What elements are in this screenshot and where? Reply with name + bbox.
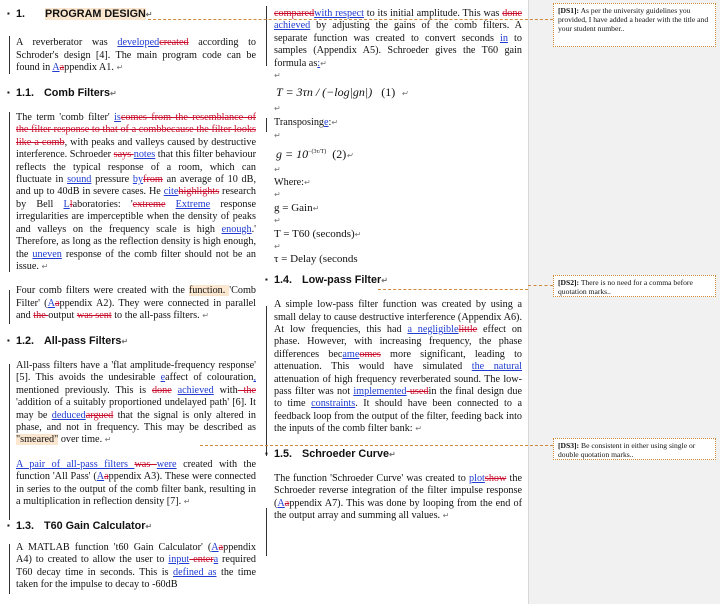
change-bar: [9, 36, 10, 74]
change-bar: [9, 290, 10, 324]
right-column: comparedwith respect to its initial amplitude. This was done achieved by adjusting the gains of the comb filters. A separate function was created to convert seconds in to samples (Appendix A5). Schroeder gives the T60 gain formula as:↵ ↵ T = 3τn / (−log|gn|) (1) ↵ ↵ Transposinge:↵ ↵ $g = 10^{-(3\tau/T)}$ (2)↵ ↵ Where:↵ ↵ g = Gain↵ ↵ T = T60 (seconds)↵ ↵ τ = Delay (seconds ▪ 1.4. Low-pass Filter↵ A simple low-pass filter function was created by using a small delay to cause destructive interference (Appendix A6). At low frequencies, this had a negligiblelittle effect on phase. However, with increasing frequency, the phase differences becameomes more significant, leading to attenuation. This would have simulated the natural attenuation of high frequency reverberated sound. The low-pass filter was not implemented usedin the final design due to time constraints. It should have been connected to a feedback loop from the output of the filter, feeding back into the inputs of the comb filter bank: ↵ ▪ 1.5. Schroeder Curve↵ The function 'Schroeder Curve' was created to plotshow the Schroeder reverse integration of the filter impulse response (Aappendix A7). This was done by looping from the end of the output array and summing all values. ↵: [265, 8, 523, 522]
definition-t60: T = T60 (seconds)↵: [274, 227, 362, 240]
change-bar: [266, 6, 267, 66]
where-label: Where:↵: [274, 176, 311, 188]
comment-leader: [200, 445, 553, 446]
equation-1: T = 3τn / (−log|gn|) (1) ↵: [276, 85, 408, 100]
heading-low-pass-filter: ▪ 1.4. Low-pass Filter↵: [265, 273, 388, 286]
change-bar: [9, 364, 10, 520]
paragraph-t60: A MATLAB function 't60 Gain Calculator' (Aappendix A4) to created to allow the user to input entera required T60 decay time in seconds. This is defined as the time taken for the impulse to decay to -60dB: [16, 541, 257, 591]
change-bar: [9, 544, 10, 594]
heading-t60-gain-calculator: ▪ 1.3. T60 Gain Calculator↵: [7, 520, 153, 533]
heading-schroeder-curve: ▪ 1.5. Schroeder Curve↵: [265, 447, 396, 460]
paragraph-low-pass: A simple low-pass filter function was created by using a small delay to cause destructive interference (Appendix A6). At low frequencies, this had a negligiblelittle effect on phase. However, with increasing frequency, the phase differences becameomes more significant, leading to attenuation. This would have simulated the natural attenuation of high frequency reverberated sound. The low-pass filter was not implemented usedin the final design due to time constraints. It should have been connected to a feedback loop from the output of the filter, feeding back into the inputs of the comb filter bank: ↵: [274, 299, 523, 435]
change-bar: [266, 508, 267, 556]
paragraph-comb-2: Four comb filters were created with the function. 'Comb Filter' (Aappendix A2). They were connected in parallel and the output was sent to the all-pass filters. ↵: [16, 285, 256, 322]
heading-comb-filters: ▪ 1.1. Comb Filters↵: [7, 86, 117, 99]
paragraph-comb: The term 'comb filter' iscomes from the resemblance of the filter response to that of a combbecause the filter looks like a comb, with peaks and valleys caused by destructive interference. Schroeder says notes that this filter behaviour reflects the typical response of a room, which can fluctuate in sound pressure byfrom an average of 10 dB, and up to 40dB in severe cases. He citehighlights research by Bell Llaboratories: 'extreme Extreme response irregularities are imperceptible when the density of peaks and valleys on the frequency scale is high enough.' Therefore, as long as the reflection density is high enough, the uneven response of the comb filter should not be an issue. ↵: [16, 112, 257, 272]
left-column: [7, 4, 257, 591]
comment-ds2[interactable]: [DS2]: There is no need for a comma before quotation marks..: [553, 275, 716, 297]
paragraph-continued: comparedwith respect to its initial amplitude. This was done achieved by adjusting the gains of the comb filters. A separate function was created to convert seconds in to samples (Appendix A5). Schroeder gives the T60 gain formula as:↵: [274, 8, 522, 69]
comment-leader: [378, 289, 528, 290]
comment-ds1[interactable]: [DS1]: As per the university guidelines you provided, I have added a header with the title and your student number..: [553, 3, 716, 47]
paragraph-intro: A reverberator was developedcreated according to Schroder's design [4]. The main program code can be found in Aappendix A1. ↵: [16, 37, 256, 74]
heading-all-pass-filters: ▪ 1.2. All-pass Filters↵: [7, 334, 129, 347]
comment-leader: [528, 285, 553, 286]
paragraph-schroeder: The function 'Schroeder Curve' was created to plotshow the Schroeder reverse integration of the filter impulse response (Aappendix A7). This was done by looping from the end of the output array and summing all values. ↵: [274, 473, 523, 522]
comment-margin: [528, 0, 720, 604]
definition-gain: g = Gain↵: [274, 201, 320, 214]
change-bar: [266, 306, 267, 456]
heading-program-design: ▪ 1. PROGRAM DESIGN↵: [7, 8, 153, 20]
change-bar: [266, 118, 267, 132]
transposing-label: Transposinge:↵: [274, 117, 339, 129]
change-bar: [9, 112, 10, 272]
definition-delay: τ = Delay (seconds: [274, 253, 358, 266]
paragraph-all-pass: All-pass filters have a 'flat amplitude-frequency response' [5]. This avoids the undesirable eaffect of colouration, mentioned previously. This is done achieved with the 'addition of a suitably proportioned undelayed path' [6]. It may be deducedargued that the signal is only altered in phase, and not in frequency. This may be described as "smeared" over time. ↵: [16, 359, 257, 446]
paragraph-all-pass-2: A pair of all-pass filters was were created with the function 'All Pass' (Aappendix A3). These were connected in series to the output of the comb filter bank, resulting in a multiplication in reflection density [7]. ↵: [16, 458, 257, 507]
comment-leader: [148, 19, 553, 20]
equation-2: $g = 10^{-(3\tau/T)}$ (2)↵: [276, 147, 353, 162]
comment-ds3[interactable]: [DS3]: Be consistent in either using single or double quotation marks..: [553, 438, 716, 460]
